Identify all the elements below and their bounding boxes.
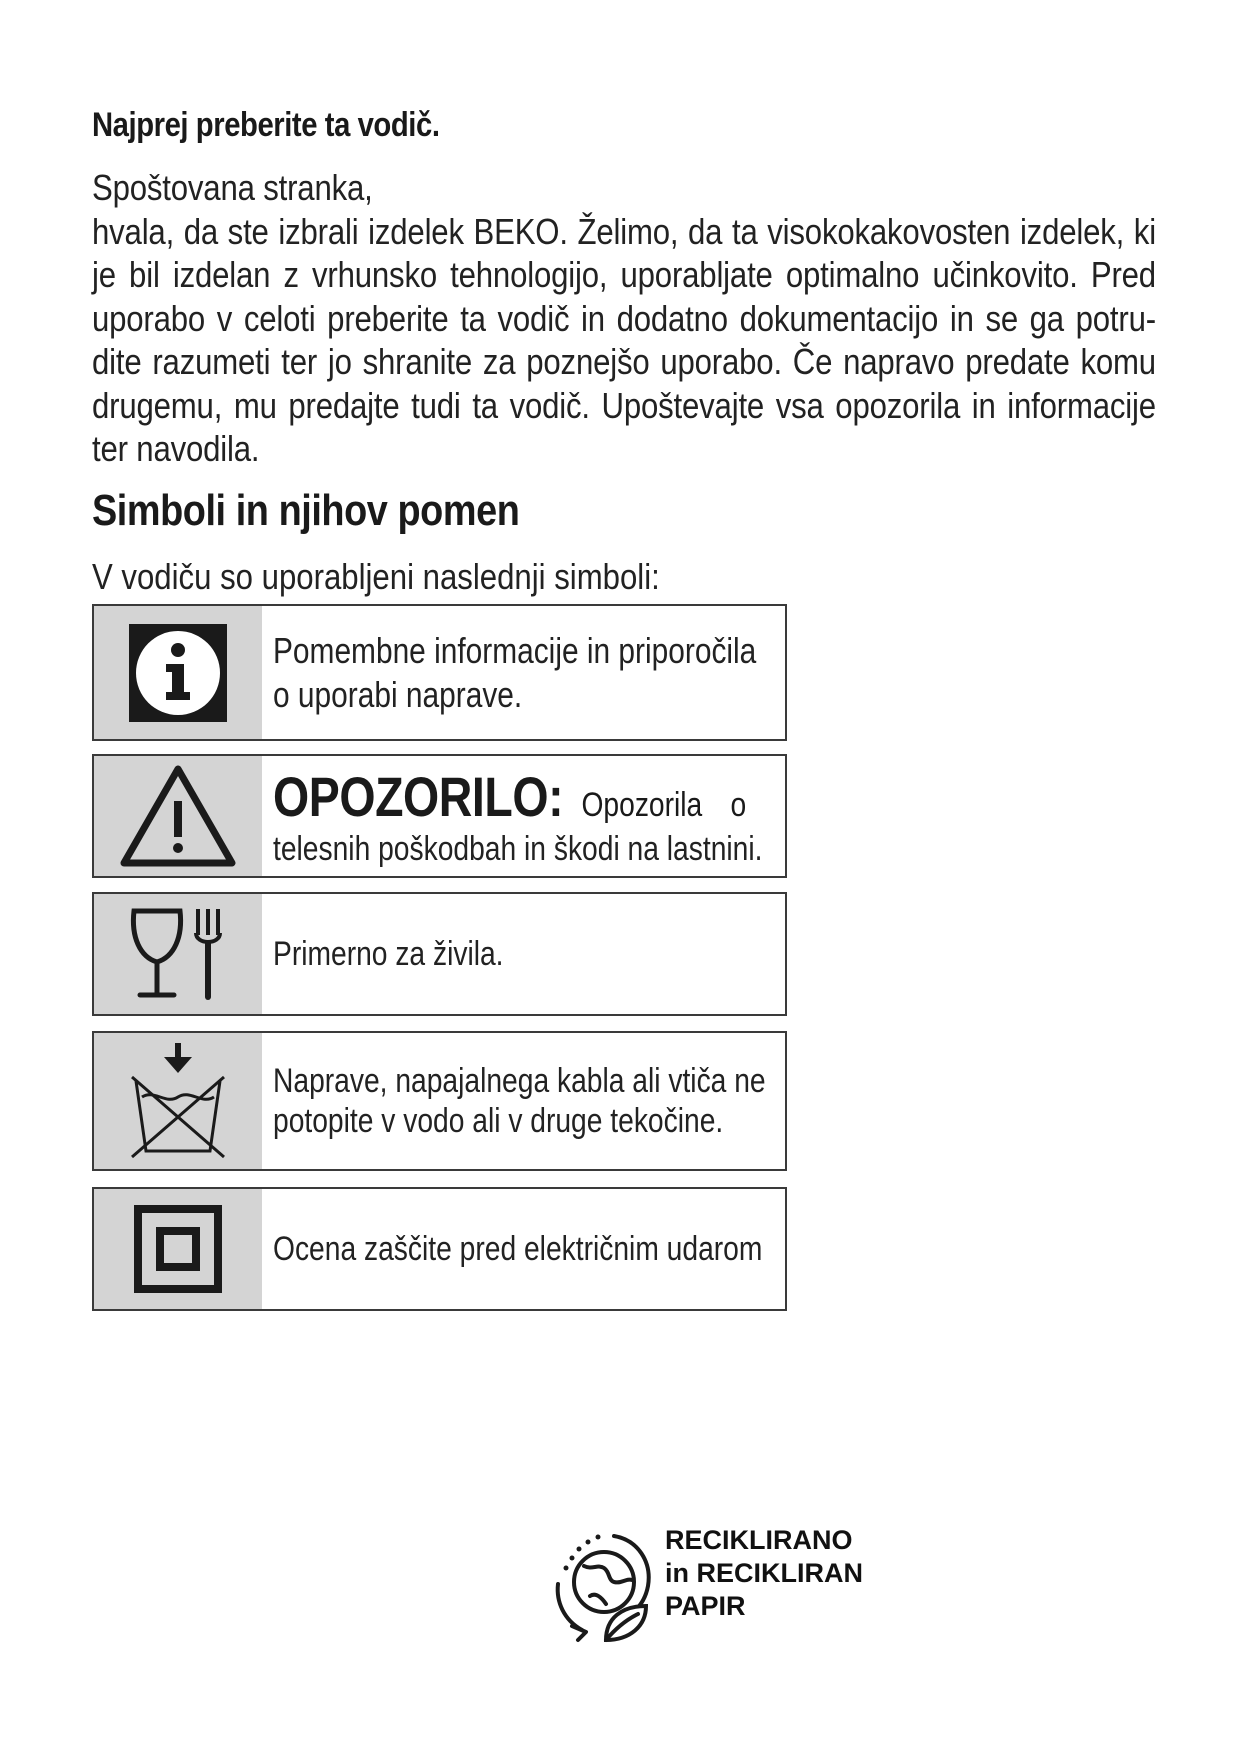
warning-triangle-icon — [118, 763, 238, 869]
warning-text-rest: Opozorila — [581, 785, 703, 824]
symbol-text-cell — [262, 894, 785, 1014]
symbol-text-cell — [262, 606, 855, 739]
warning-label: OPOZORILO: — [273, 764, 564, 828]
symbol-icon-cell — [94, 1033, 262, 1169]
symbol-icon-cell — [94, 606, 262, 739]
symbol-icon-cell — [94, 894, 262, 1014]
recycle-line1: RECIKLIRANO — [665, 1525, 853, 1555]
warning-text-line2: telesnih poškodbah in škodi na lastnini. — [273, 829, 763, 868]
info-text-line2: o uporabi naprave. — [273, 673, 523, 715]
symbol-row-info — [92, 604, 787, 741]
symbol-icon-cell — [94, 1189, 262, 1309]
recycle-line3: PAPIR — [665, 1591, 746, 1621]
intro-body — [92, 166, 1156, 471]
recycle-text — [665, 1524, 863, 1623]
info-icon — [129, 624, 227, 722]
info-text-line1: Pomembne informacije in priporočila — [273, 629, 757, 671]
double-insulation-icon — [134, 1205, 222, 1293]
symbol-text-cell — [262, 1189, 863, 1309]
intro-title: Najprej preberite ta vodič. — [92, 106, 440, 144]
warning-text-tail: o — [730, 785, 747, 824]
recycled-paper-mark — [552, 1520, 912, 1660]
symbols-intro: V vodiču so uporabljeni naslednji simboli: — [92, 556, 660, 597]
symbol-row-immersion — [92, 1031, 787, 1171]
no-immersion-icon — [128, 1041, 228, 1161]
symbol-row-food — [92, 892, 787, 1016]
protection-text: Ocena zaščite pred električnim udarom — [273, 1230, 763, 1268]
recycled-paper-icon — [552, 1522, 658, 1648]
symbol-row-protection — [92, 1187, 787, 1311]
symbol-text-cell — [262, 756, 863, 876]
symbols-title: Simboli in njihov pomen — [92, 486, 520, 535]
intro-paragraph: hvala, da ste izbrali izdelek BEKO. Želimo, da ta visokokakovosten izdelek, ki je bil izdelan z vrhunsko tehnologijo, uporabljate optimalno učinkovito. Pred uporabo v celoti preberite ta vodič in dodatno dokumentacijo in se ga potru- dite razumeti ter jo shranite za poznejšo uporabo. Če napravo predate komu drugemu, mu predajte tudi ta vodič. Upoštevajte vsa opozorila in informacije ter navodila. — [92, 210, 1156, 469]
warning-heading — [273, 764, 762, 829]
glass-fork-icon — [128, 907, 228, 1001]
symbol-text-cell — [262, 1033, 867, 1169]
food-text: Primerno za živila. — [273, 935, 504, 973]
symbol-icon-cell — [94, 756, 262, 876]
recycle-line2: in RECIKLIRAN — [665, 1558, 863, 1588]
symbol-row-warning — [92, 754, 787, 878]
immersion-text-line1: Naprave, napajalnega kabla ali vtiča ne — [273, 1062, 766, 1100]
greeting: Spoštovana stranka, — [92, 167, 373, 208]
immersion-text-line2: potopite v vodo ali v druge tekočine. — [273, 1102, 724, 1140]
